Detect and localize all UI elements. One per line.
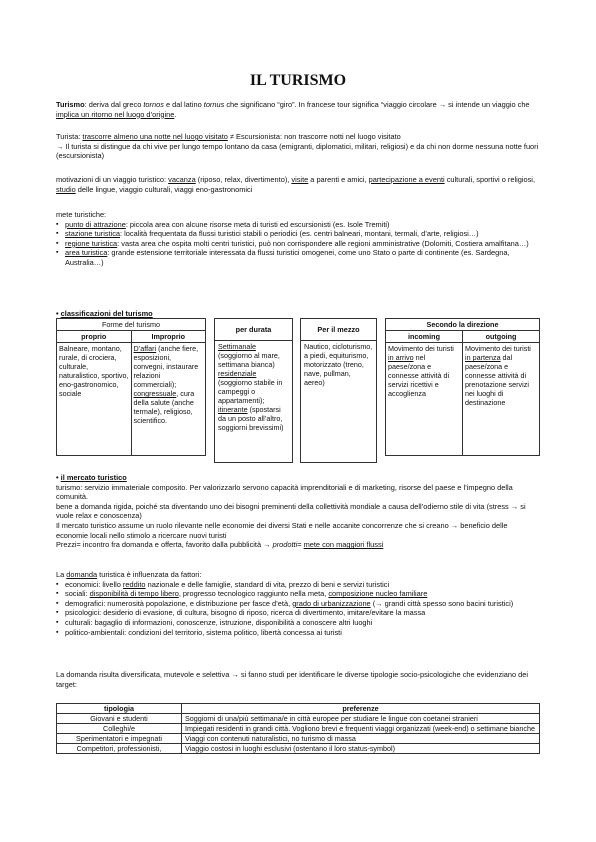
list-item [56, 229, 540, 239]
mezzo-header: Per il mezzo [301, 319, 376, 341]
mete-term: area turistica [65, 248, 108, 258]
list-item [56, 239, 540, 249]
direzione-table [385, 318, 540, 456]
target-tipologia: Sperimentatori e impegnati [57, 734, 182, 744]
domanda-list [56, 580, 540, 638]
factor-u2: composizione nucleo familiare [328, 589, 428, 599]
list-item [56, 580, 540, 590]
classificazioni-heading-text: classificazioni del turismo [60, 309, 153, 318]
target-tipologia: Colleghi/e [57, 724, 182, 734]
factor-text: politico-ambientali: condizioni del territorio, sistema politico, libertà concessa ai turisti [65, 627, 342, 637]
motiv-c: a parenti e amici, [308, 175, 369, 184]
domanda-heading [56, 570, 540, 580]
target-table [56, 703, 540, 754]
mercato-l4u: mete con maggiori flussi [303, 540, 384, 550]
list-item [56, 599, 540, 609]
forme-improprio-cell [131, 343, 206, 456]
list-item [56, 220, 540, 230]
outgoing-t1: Movimento dei turisti [465, 344, 531, 353]
target-tipologia: Giovani e studenti [57, 714, 182, 724]
list-item [56, 248, 540, 267]
mercato-line1: turismo: servizio immateriale composito. Per valorizzarlo servono capacità imprenditoriali e di marketing, risorse del paese e l’impegno della comunità. [56, 482, 513, 502]
mete-desc: : piccola area con alcune risorse meta di turisti ed escursionisti (es. Isole Tremiti) [125, 219, 390, 229]
outgoing-u: in partenza [465, 353, 501, 362]
domanda-closing: La domanda risulta diversificata, mutevole e selettiva → si fanno studi per identificare le diverse tipologie socio-psicologiche che evidenziano dei target: [56, 670, 529, 689]
incoming-t2: nel paese/zona e connesse attività di servizi ricettivi e accoglienza [388, 353, 450, 398]
forme-col-improprio: Improprio [131, 331, 206, 343]
outgoing-t2: dal paese/zona e connesse attività di prenotazione servizi nei luoghi di destinazione [465, 353, 529, 407]
motiv-u1: vacanza [168, 175, 196, 184]
outgoing-cell [463, 343, 540, 456]
mete-heading: mete turistiche: [56, 210, 107, 219]
mercato-line3: Il mercato turistico assume un ruolo rilevante nelle economie dei diversi Stati e nelle accanite concorrenze che si creano → beneficio delle economie locali nello stimolo a ricercare nuovi turisti [56, 520, 508, 540]
motiv-u4: studio [56, 184, 76, 194]
forme-proprio-cell: Balneare, montano, rurale, di crociera, culturale, naturalistico, sportivo, eno-gastronomico, sociale [57, 343, 132, 456]
factor-rest: , progresso tecnologico raggiunto nella meta, [178, 589, 329, 599]
intro-term: Turismo [56, 100, 85, 109]
table-row [57, 744, 540, 754]
target-preferenze: Soggiorni di una/più settimana/e in città europee per studiare le lingue con coetanei stranieri [182, 714, 540, 724]
page-title: IL TURISMO [249, 72, 347, 89]
factor-u: grado di urbanizzazione [292, 598, 371, 608]
forme-header: Forme del turismo [57, 319, 206, 331]
mete-term: regione turistica [65, 238, 118, 248]
factor-text: demografici: numerosità popolazione, e distribuzione per fasce d’età, [65, 598, 293, 608]
mercato-heading-text: il mercato turistico [60, 473, 127, 482]
mete-list [56, 220, 540, 268]
turista-text: ≠ Escursionista: non trascorre notti nel luogo visitato [227, 132, 401, 141]
intro-tornos: tornos [143, 100, 164, 109]
mercato-section [56, 473, 540, 550]
factor-rest: nazionale e delle famiglie, standard di vita, prezzo di beni e servizi turistici [145, 579, 390, 589]
motivazioni-paragraph [56, 175, 540, 194]
factor-text: culturali: bagaglio di informazioni, conoscenze, istruzione, disponibilità a conoscere altri luoghi [65, 617, 373, 627]
improprio-t1: (anche fiere, esposizioni, convegni, instaurare relazioni commerciali); [133, 344, 199, 389]
durata-t1: (soggiorno al mare, settimana bianca) [218, 351, 280, 369]
direzione-col-outgoing: outgoing [463, 331, 540, 343]
improprio-u1: D’affari [133, 344, 157, 353]
durata-t2: (soggiorno stabile in campeggi o appartamenti); [218, 378, 283, 405]
turista-label: Turista: [56, 132, 83, 141]
incoming-u: in arrivo [388, 353, 414, 362]
mete-desc: : località frequentata da flussi turistici stabili o periodici (es. centri balneari, montani, termali, d’arte, religiosi…) [120, 229, 479, 239]
mete-term: punto di attrazione [65, 219, 126, 229]
table-row [57, 734, 540, 744]
motiv-a: motivazioni di un viaggio turistico: [56, 175, 169, 184]
intro-text-1: : deriva dal greco [84, 100, 144, 109]
intro-tornus: tornus [203, 100, 225, 109]
mete-section [56, 210, 540, 268]
improprio-t2: , cura della salute (anche termale), religioso, scientifico. [133, 389, 195, 425]
factor-text: psicologici: desiderio di evasione, di cultura, bisogno di riposo, ricerca di divertimento, imitare/evitare la massa [65, 608, 426, 618]
mercato-l4i: prodotti [272, 540, 298, 550]
durata-u1: Settimanale [218, 342, 256, 351]
factor-u: disponibilità di tempo libero [89, 589, 179, 599]
direzione-header: Secondo la direzione [386, 319, 540, 331]
durata-body [215, 341, 292, 433]
durata-box [214, 318, 293, 463]
motiv-e: delle lingue, viaggio culturali, viaggi eno-gastronomici [75, 184, 253, 194]
incoming-cell [386, 343, 463, 456]
list-item [56, 589, 540, 599]
classificazioni-heading: • classificazioni del turismo [56, 309, 153, 318]
durata-u2: residenziale [218, 369, 257, 378]
intro-paragraph [56, 100, 540, 119]
turista-line2: → Il turista si distingue da chi vive per lungo tempo lontano da casa (emigranti, diplomatici, militari, religiosi) e da chi non dorme nessuna notte fuori (escursionista) [56, 141, 539, 161]
durata-header: per durata [215, 319, 292, 341]
target-tipologia: Competitori, professionisti, [57, 744, 182, 754]
target-preferenze: Impiegati residenti in grandi città. Vogliono brevi e frequenti viaggi organizzati (week-end) o settimane bianche [182, 724, 540, 734]
mezzo-body: Nautico, cicloturismo, a piedi, equiturismo, motorizzato (treno, nave, pullman, aereo) [304, 342, 373, 387]
factor-u: reddito [122, 579, 146, 589]
list-item [56, 608, 540, 618]
improprio-u2: congressuale [133, 389, 177, 398]
turista-paragraph [56, 132, 540, 161]
mete-desc: : grande estensione territoriale interessata da flussi turistici omogenei, come uno Stato o parte di continente (es. Sardegna, Australia…) [65, 248, 510, 267]
intro-text-4: . [174, 109, 177, 119]
table-row [57, 724, 540, 734]
mete-desc: : vasta area che ospita molti centri turistici, può non corrispondere alle regioni amministrative (Dolomiti, Costiera amalfitana…) [117, 238, 529, 248]
mercato-l4b: = [297, 540, 304, 550]
table-row [57, 714, 540, 724]
incoming-t1: Movimento dei turisti [388, 344, 454, 353]
domanda-section [56, 570, 540, 637]
target-col-preferenze: preferenze [182, 704, 540, 714]
factor-text: economici: livello [65, 579, 123, 589]
mercato-line2: bene a domanda rigida, poiché sta diventando uno dei bisogni preminenti della collettività mondiale a causa dell’odierno stile di vita (stress → si vuole relax e conoscenza) [56, 501, 526, 521]
motiv-d: culturali, sportivi o religiosi, [444, 175, 536, 184]
factor-rest: (→ grandi città spesso sono bacini turistici) [370, 598, 514, 608]
durata-u3: itinerante [218, 405, 248, 414]
list-item [56, 628, 540, 638]
motiv-b: (riposo, relax, divertimento), [195, 175, 292, 184]
intro-underlined: implica un ritorno nel luogo d’origine [56, 109, 175, 119]
direzione-col-incoming: incoming [386, 331, 463, 343]
mete-term: stazione turistica [65, 229, 121, 239]
durata-t3: (spostarsi da un posto all’altro, soggiorni brevissimi) [218, 405, 284, 432]
turista-underlined: trascorre almeno una notte nel luogo visitato [82, 132, 228, 141]
motiv-u3: partecipazione a eventi [368, 175, 445, 184]
target-col-tipologia: tipologia [57, 704, 182, 714]
intro-text-3: che significano “giro”. In francese tour significa “viaggio circolare → si intende un viaggio che [224, 100, 530, 109]
domanda-a: La [56, 570, 67, 579]
mezzo-box [300, 318, 377, 463]
list-item [56, 618, 540, 628]
target-preferenze: Viaggio costosi in luoghi esclusivi (ostentano il loro status-symbol) [182, 744, 540, 754]
mercato-heading: • il mercato turistico [56, 473, 127, 482]
intro-text-2: e dal latino [163, 100, 204, 109]
motiv-u2: visite [291, 175, 309, 184]
forme-col-proprio: proprio [57, 331, 132, 343]
forme-table [56, 318, 206, 456]
target-preferenze: Viaggi con contenuti naturalistici, no turismo di massa [182, 734, 540, 744]
factor-text: sociali: [65, 589, 90, 599]
mercato-line4 [56, 540, 540, 550]
domanda-b: turistica è influenzata da fattori: [97, 570, 202, 579]
mercato-l4a: Prezzi= incontro fra domanda e offerta, favorito dalla pubblicità → [56, 540, 273, 550]
domanda-u: domanda [66, 570, 98, 579]
